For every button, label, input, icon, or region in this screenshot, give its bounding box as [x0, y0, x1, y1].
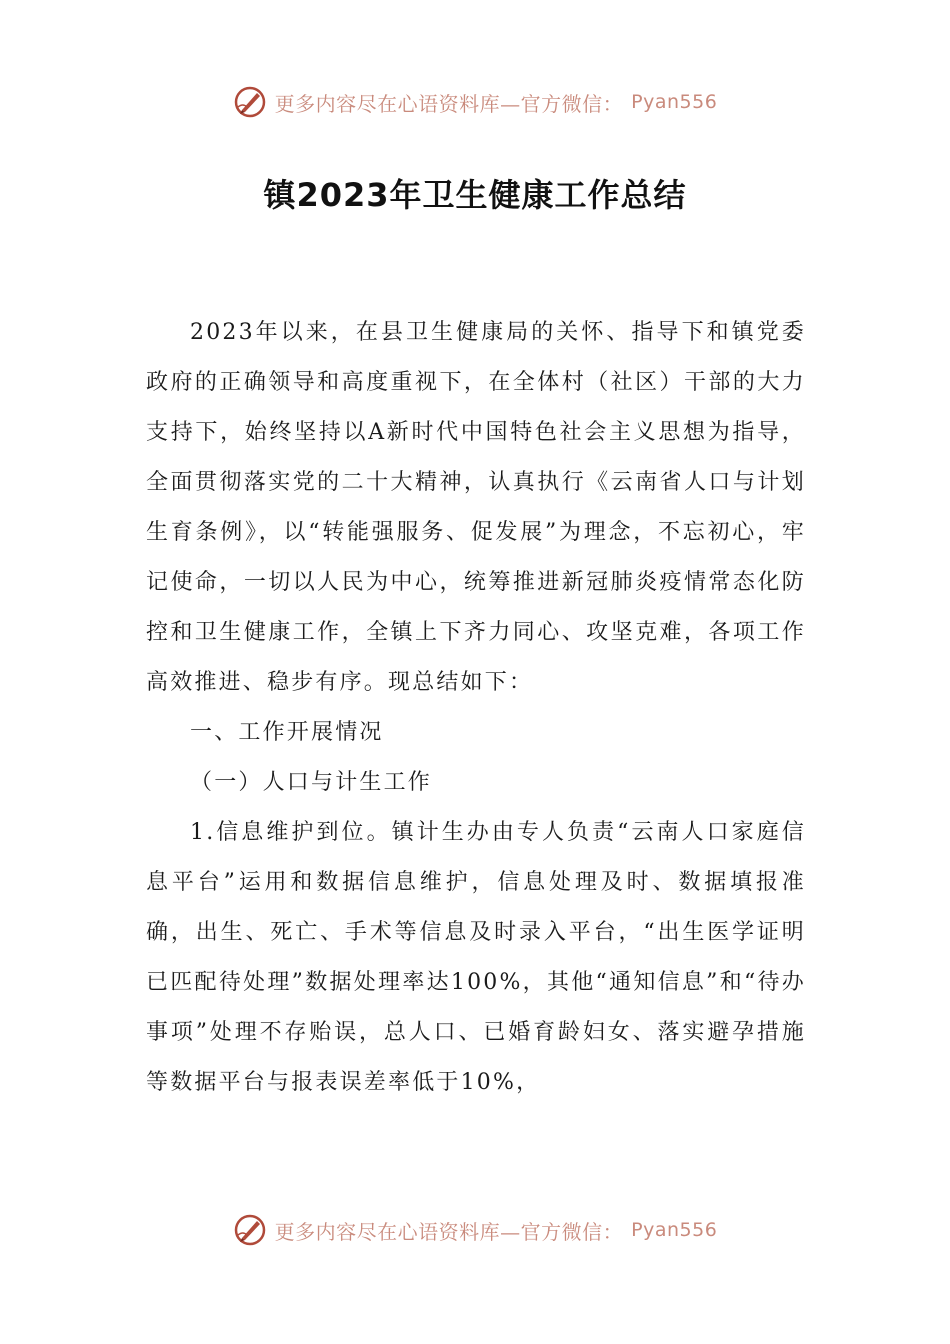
header-watermark: [0, 80, 950, 124]
subsection-heading-1: （一）人口与计生工作: [190, 770, 433, 795]
watermark-text: 更多内容尽在心语资料库—官方微信：: [274, 91, 624, 116]
paragraph-info-maintenance: 1.信息维护到位。镇计生办由专人负责“云南人口家庭信息平台”运用和数据信息维护，信息处理及时、数据填报准确，出生、死亡、手术等信息及时录入平台，“出生医学证明已匹配待处理”数据处理率达100%，其他“通知信息”和“待办事项”处理不存贻误，总人口、已婚育龄妇女、落实避孕措施等数据平台与报表误差率低于10%，: [146, 820, 806, 1095]
pen-circle-logo-icon: [233, 1213, 267, 1247]
section-heading-1: 一、工作开展情况: [190, 720, 384, 745]
watermark-wechat-id: Pyan556: [631, 91, 718, 113]
pen-circle-logo-icon: [233, 85, 267, 119]
footer-watermark: [0, 1208, 950, 1252]
document-title: 镇2023年卫生健康工作总结: [263, 176, 687, 214]
watermark-text: 更多内容尽在心语资料库—官方微信：: [274, 1219, 624, 1244]
document-body: [146, 308, 806, 1108]
watermark-wechat-id: Pyan556: [631, 1219, 718, 1241]
paragraph-intro: 2023年以来，在县卫生健康局的关怀、指导下和镇党委政府的正确领导和高度重视下，在全体村（社区）干部的大力支持下，始终坚持以A新时代中国特色社会主义思想为指导，全面贯彻落实党的二十大精神，认真执行《云南省人口与计划生育条例》，以“转能强服务、促发展”为理念，不忘初心，牢记使命，一切以人民为中心，统筹推进新冠肺炎疫情常态化防控和卫生健康工作，全镇上下齐力同心、攻坚克难，各项工作高效推进、稳步有序。现总结如下：: [146, 320, 806, 695]
